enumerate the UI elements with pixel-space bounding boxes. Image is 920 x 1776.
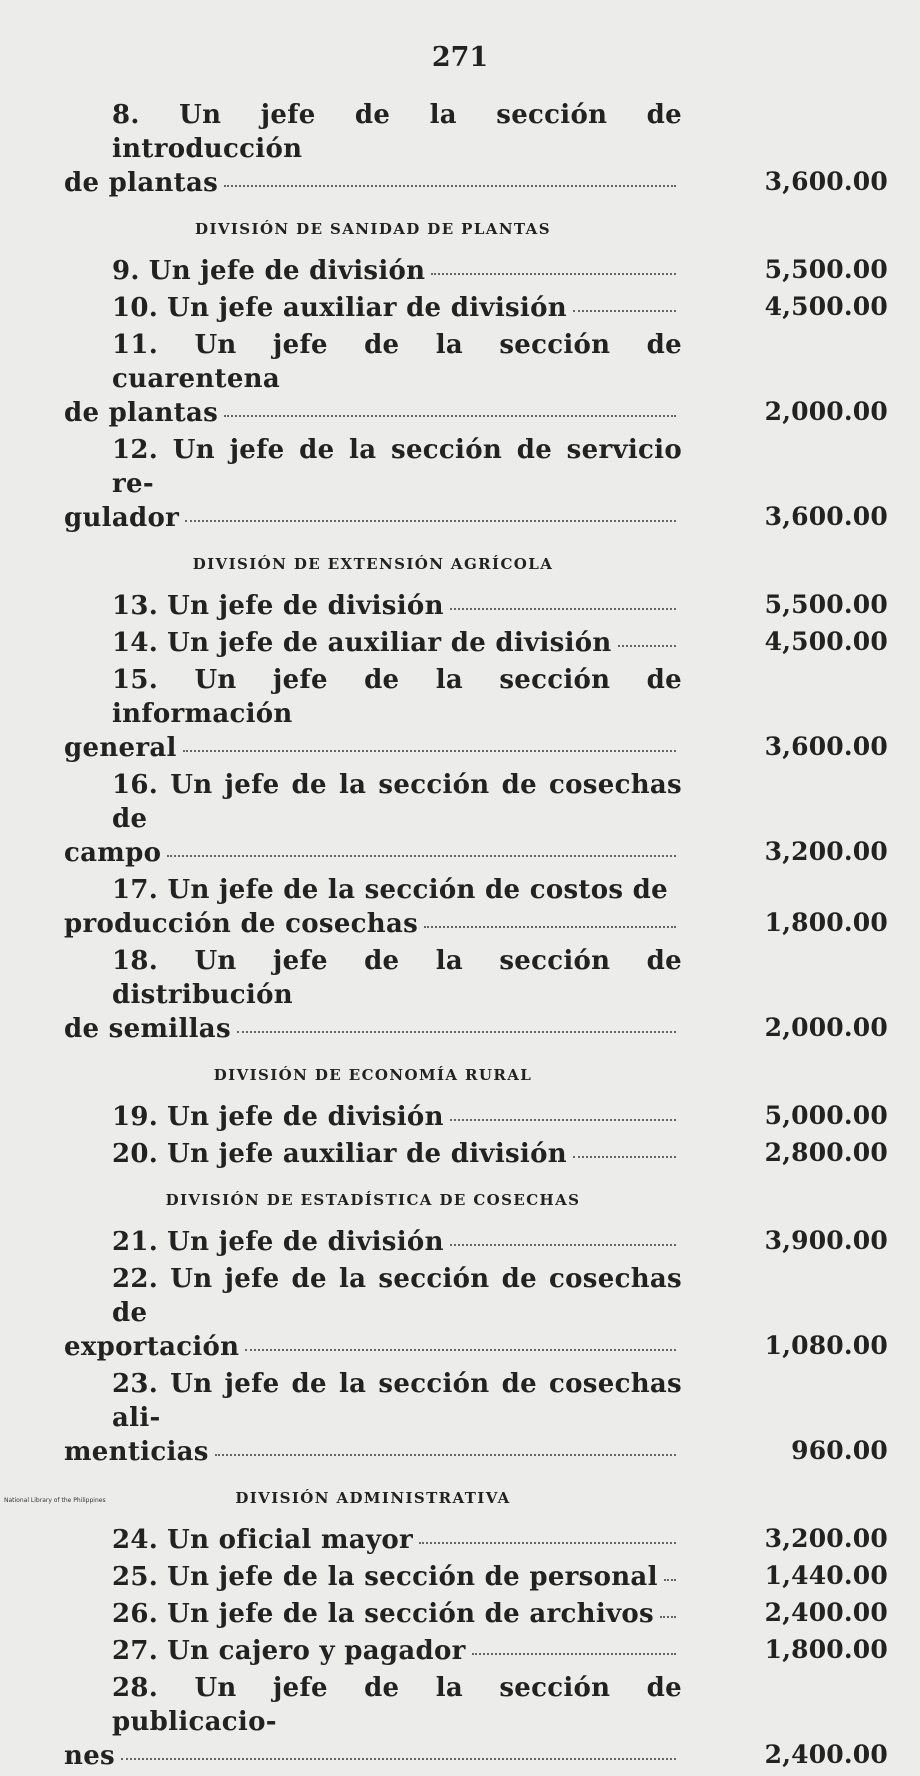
document-body xyxy=(64,98,894,1776)
entry-number: 16. xyxy=(112,770,159,800)
entry-description xyxy=(64,1560,682,1594)
entry-amount: 2,400.00 xyxy=(764,1598,888,1627)
leader-dots xyxy=(185,520,676,522)
section-heading: DIVISIÓN ADMINISTRATIVA xyxy=(235,1489,511,1507)
budget-entry xyxy=(64,1100,894,1134)
leader-dots xyxy=(167,855,676,857)
page-number: 271 xyxy=(431,42,489,73)
budget-entry xyxy=(64,328,894,430)
entry-description xyxy=(64,1225,682,1259)
entry-single-line xyxy=(64,254,682,288)
section-heading: DIVISIÓN DE SANIDAD DE PLANTAS xyxy=(195,220,551,238)
entry-line: de plantas xyxy=(64,168,219,198)
entry-number: 14. xyxy=(112,628,159,658)
entry-description xyxy=(64,589,682,623)
budget-entry xyxy=(64,1367,894,1469)
entry-amount: 4,500.00 xyxy=(764,292,888,321)
budget-entry xyxy=(64,1225,894,1259)
entry-line: Un jefe de la sección de distribución xyxy=(112,946,682,1010)
entry-first-line xyxy=(64,1367,682,1435)
budget-entry xyxy=(64,944,894,1046)
entry-last-line xyxy=(64,731,682,765)
entry-description xyxy=(64,626,682,660)
entry-amount: 3,600.00 xyxy=(764,732,888,761)
entry-number: 12. xyxy=(112,435,159,465)
entry-line: Un jefe de división xyxy=(167,591,444,621)
entry-description xyxy=(64,254,682,288)
entry-single-line xyxy=(64,291,682,325)
entry-line: Un jefe de la sección de cosechas de xyxy=(112,1264,682,1328)
leader-dots xyxy=(472,1653,676,1655)
entry-single-line xyxy=(64,1560,682,1594)
entry-amount: 5,500.00 xyxy=(764,255,888,284)
entry-line: Un jefe de la sección de información xyxy=(112,665,682,729)
leader-dots xyxy=(664,1579,676,1581)
budget-entry xyxy=(64,1671,894,1773)
budget-entry xyxy=(64,663,894,765)
budget-entry xyxy=(64,1137,894,1171)
budget-entry xyxy=(64,1634,894,1668)
budget-entry xyxy=(64,1560,894,1594)
leader-dots xyxy=(424,926,676,928)
budget-entry xyxy=(64,1523,894,1557)
entry-amount: 2,800.00 xyxy=(764,1138,888,1167)
entry-number: 20. xyxy=(112,1139,159,1169)
entry-last-line xyxy=(64,1012,682,1046)
entry-last-line xyxy=(64,1330,682,1364)
entry-first-line xyxy=(64,768,682,836)
section-heading: DIVISIÓN DE ECONOMÍA RURAL xyxy=(213,1066,533,1084)
leader-dots xyxy=(245,1349,676,1351)
entry-line: Un jefe de la sección de cosechas ali- xyxy=(112,1369,682,1433)
entry-line: campo xyxy=(64,838,162,868)
leader-dots xyxy=(660,1616,676,1618)
entry-single-line xyxy=(64,1523,682,1557)
entry-description xyxy=(64,944,682,1046)
leader-dots xyxy=(618,645,676,647)
entry-number: 23. xyxy=(112,1369,159,1399)
entry-line: Un jefe de división xyxy=(148,256,426,286)
section-heading: DIVISIÓN DE ESTADÍSTICA DE COSECHAS xyxy=(165,1191,581,1209)
entry-number: 22. xyxy=(112,1264,159,1294)
entry-description xyxy=(64,291,682,325)
budget-entry xyxy=(64,589,894,623)
section-heading: DIVISIÓN DE EXTENSIÓN AGRÍCOLA xyxy=(192,555,554,573)
leader-dots xyxy=(450,1244,676,1246)
entry-line: Un jefe de división xyxy=(167,1102,444,1132)
entry-first-line xyxy=(64,98,682,166)
entry-amount: 1,800.00 xyxy=(764,908,888,937)
entry-amount: 3,600.00 xyxy=(764,502,888,531)
entry-amount: 1,800.00 xyxy=(764,1635,888,1664)
entry-amount: 3,200.00 xyxy=(764,1524,888,1553)
entry-single-line xyxy=(64,626,682,660)
entry-description xyxy=(64,328,682,430)
entry-last-line xyxy=(64,836,682,870)
budget-entry xyxy=(64,254,894,288)
leader-dots xyxy=(237,1031,676,1033)
leader-dots xyxy=(224,415,676,417)
entry-number: 9. xyxy=(112,256,140,286)
entry-line: de semillas xyxy=(64,1014,231,1044)
entry-first-line xyxy=(64,1671,682,1739)
budget-entry xyxy=(64,1262,894,1364)
entry-amount: 3,200.00 xyxy=(764,837,888,866)
entry-last-line xyxy=(64,166,682,200)
entry-description xyxy=(64,1634,682,1668)
entry-description xyxy=(64,1523,682,1557)
leader-dots xyxy=(450,1119,676,1121)
entry-single-line xyxy=(64,1137,682,1171)
entry-line: Un jefe de la sección de servicio re- xyxy=(112,435,682,499)
entry-amount: 2,000.00 xyxy=(764,397,888,426)
entry-first-line xyxy=(64,944,682,1012)
entry-amount: 4,500.00 xyxy=(764,627,888,656)
leader-dots xyxy=(215,1454,676,1456)
entry-description xyxy=(64,98,682,200)
leader-dots xyxy=(573,1156,676,1158)
entry-line: Un jefe de la sección de cuarentena xyxy=(112,330,682,394)
leader-dots xyxy=(121,1758,676,1760)
entry-description xyxy=(64,1137,682,1171)
budget-entry xyxy=(64,768,894,870)
entry-description xyxy=(64,663,682,765)
entry-line: Un jefe de auxiliar de división xyxy=(167,628,612,658)
entry-amount: 3,600.00 xyxy=(764,167,888,196)
budget-entry xyxy=(64,291,894,325)
entry-number: 10. xyxy=(112,293,159,323)
leader-dots xyxy=(419,1542,676,1544)
entry-number: 24. xyxy=(112,1525,159,1555)
entry-number: 28. xyxy=(112,1673,159,1703)
entry-amount: 5,000.00 xyxy=(764,1101,888,1130)
budget-entry xyxy=(64,1597,894,1631)
entry-amount: 1,440.00 xyxy=(764,1561,888,1590)
entry-line: Un jefe de división xyxy=(167,1227,444,1257)
entry-line: nes xyxy=(64,1741,115,1771)
entry-line: Un oficial mayor xyxy=(167,1525,413,1555)
entry-single-line xyxy=(64,1634,682,1668)
entry-line: exportación xyxy=(64,1332,240,1362)
leader-dots xyxy=(183,750,676,752)
entry-last-line xyxy=(64,907,682,941)
entry-description xyxy=(64,1100,682,1134)
entry-line: general xyxy=(64,733,177,763)
entry-description xyxy=(64,1367,682,1469)
entry-single-line xyxy=(64,1597,682,1631)
entry-line: Un jefe de la sección de publicacio- xyxy=(112,1673,682,1737)
entry-amount: 5,500.00 xyxy=(764,590,888,619)
entry-first-line xyxy=(64,1262,682,1330)
entry-single-line xyxy=(64,1225,682,1259)
entry-number: 11. xyxy=(112,330,159,360)
leader-dots xyxy=(573,310,676,312)
entry-amount: 2,400.00 xyxy=(764,1740,888,1769)
entry-first-line xyxy=(64,873,682,907)
entry-number: 19. xyxy=(112,1102,159,1132)
entry-line: Un cajero y pagador xyxy=(167,1636,466,1666)
entry-last-line xyxy=(64,501,682,535)
entry-last-line xyxy=(64,396,682,430)
entry-number: 26. xyxy=(112,1599,159,1629)
entry-line: producción de cosechas xyxy=(64,909,419,939)
entry-last-line xyxy=(64,1435,682,1469)
entry-description xyxy=(64,873,682,941)
entry-line: Un jefe de la sección de introducción xyxy=(112,100,683,164)
entry-number: 17. xyxy=(112,875,159,905)
entry-first-line xyxy=(64,328,682,396)
entry-number: 8. xyxy=(112,100,140,130)
entry-first-line xyxy=(64,663,682,731)
entry-single-line xyxy=(64,1100,682,1134)
entry-first-line xyxy=(64,433,682,501)
entry-number: 27. xyxy=(112,1636,159,1666)
entry-line: Un jefe de la sección de personal xyxy=(167,1562,658,1592)
entry-line: gulador xyxy=(64,503,180,533)
entry-number: 13. xyxy=(112,591,159,621)
leader-dots xyxy=(450,608,676,610)
budget-entry xyxy=(64,433,894,535)
entry-amount: 1,080.00 xyxy=(764,1331,888,1360)
entry-last-line xyxy=(64,1739,682,1773)
entry-single-line xyxy=(64,589,682,623)
entry-line: menticias xyxy=(64,1437,209,1467)
budget-entry xyxy=(64,873,894,941)
entry-amount: 960.00 xyxy=(791,1436,888,1465)
leader-dots xyxy=(431,273,676,275)
entry-number: 25. xyxy=(112,1562,159,1592)
budget-entry xyxy=(64,626,894,660)
entry-line: Un jefe de la sección de cosechas de xyxy=(112,770,682,834)
entry-amount: 3,900.00 xyxy=(764,1226,888,1255)
entry-amount: 2,000.00 xyxy=(764,1013,888,1042)
entry-description xyxy=(64,1671,682,1773)
entry-number: 15. xyxy=(112,665,159,695)
entry-line: Un jefe de la sección de archivos xyxy=(167,1599,654,1629)
entry-description xyxy=(64,1597,682,1631)
leader-dots xyxy=(224,185,676,187)
footer-note: National Library of the Philippines xyxy=(4,1497,106,1504)
entry-description xyxy=(64,768,682,870)
entry-line: Un jefe de la sección de costos de xyxy=(167,875,668,905)
entry-description xyxy=(64,1262,682,1364)
entry-description xyxy=(64,433,682,535)
entry-line: Un jefe auxiliar de división xyxy=(167,293,567,323)
entry-number: 18. xyxy=(112,946,159,976)
budget-entry xyxy=(64,98,894,200)
entry-number: 21. xyxy=(112,1227,159,1257)
entry-line: de plantas xyxy=(64,398,219,428)
entry-line: Un jefe auxiliar de división xyxy=(167,1139,567,1169)
